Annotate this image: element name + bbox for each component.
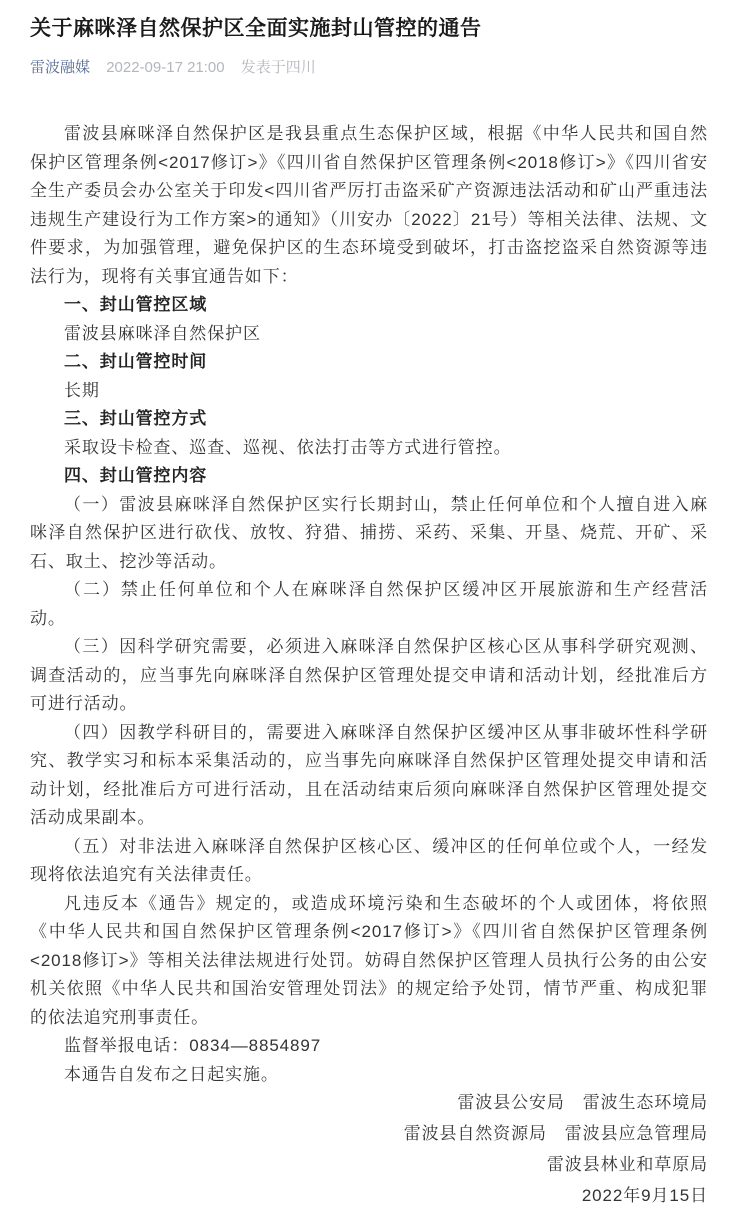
section-heading: 一、封山管控区域 bbox=[64, 295, 208, 315]
byline bbox=[30, 57, 708, 78]
body-paragraph: 监督举报电话：0834—8854897 bbox=[64, 1036, 322, 1056]
body-paragraph: （五）对非法进入麻咪泽自然保护区核心区、缓冲区的任何单位或个人，一经发现将依法追究有关法律责任。 bbox=[30, 836, 708, 885]
signature-block bbox=[30, 1089, 708, 1211]
body-paragraph: （四）因教学科研目的，需要进入麻咪泽自然保护区缓冲区从事非破坏性科学研究、教学实习和标本采集活动的，应当事先向麻咪泽自然保护区管理处提交申请和活动计划，经批准后方可进行活动，且在活动结束后须向麻咪泽自然保护区管理处提交活动成果副本。 bbox=[30, 722, 708, 828]
publish-date: 2022-09-17 21:00 bbox=[106, 59, 225, 77]
signature-line: 雷波县自然资源局 雷波县应急管理局 bbox=[403, 1124, 708, 1144]
body-paragraph: （一）雷波县麻咪泽自然保护区实行长期封山，禁止任何单位和个人擅自进入麻咪泽自然保护区进行砍伐、放牧、狩猎、捕捞、采药、采集、开垦、烧荒、开矿、采石、取土、挖沙等活动。 bbox=[30, 494, 708, 571]
section-heading: 四、封山管控内容 bbox=[64, 466, 208, 486]
body-paragraph: 雷波县麻咪泽自然保护区 bbox=[64, 323, 261, 343]
body-paragraph: 采取设卡检查、巡查、巡视、依法打击等方式进行管控。 bbox=[64, 437, 512, 457]
signature-line: 2022年9月15日 bbox=[581, 1186, 708, 1206]
signature-line: 雷波县公安局 雷波生态环境局 bbox=[457, 1093, 708, 1113]
body-paragraph: 雷波县麻咪泽自然保护区是我县重点生态保护区域，根据《中华人民共和国自然保护区管理条例<2017修订>》《四川省自然保护区管理条例<2018修订>》《四川省安全生产委员会办公室关于印发<四川省严厉打击盗采矿产资源违法活动和矿山严重违法违规生产建设行为工作方案>的通知》（川安办〔2022〕21号）等相关法律、法规、文件要求，为加强管理，避免保护区的生态环境受到破坏，打击盗挖盗采自然资源等违法行为，现将有关事宜通告如下： bbox=[30, 124, 708, 286]
article-title: 关于麻咪泽自然保护区全面实施封山管控的通告 bbox=[30, 17, 482, 40]
account-name-link[interactable]: 雷波融媒 bbox=[30, 59, 91, 77]
article-body bbox=[30, 120, 708, 1089]
body-paragraph: （二）禁止任何单位和个人在麻咪泽自然保护区缓冲区开展旅游和生产经营活动。 bbox=[30, 580, 708, 628]
publish-location: 发表于四川 bbox=[240, 59, 316, 77]
signature-line: 雷波县林业和草原局 bbox=[546, 1155, 708, 1175]
section-heading: 三、封山管控方式 bbox=[64, 409, 208, 429]
body-paragraph: 本通告自发布之日起实施。 bbox=[64, 1064, 279, 1084]
section-heading: 二、封山管控时间 bbox=[64, 352, 208, 372]
body-paragraph: 凡违反本《通告》规定的，或造成环境污染和生态破坏的个人或团体，将依照《中华人民共和国自然保护区管理条例<2017修订>》《四川省自然保护区管理条例<2018修订>》等相关法律法规进行处罚。妨碍自然保护区管理人员执行公务的由公安机关依照《中华人民共和国治安管理处罚法》的规定给予处罚，情节严重、构成犯罪的依法追究刑事责任。 bbox=[30, 893, 708, 1027]
body-paragraph: 长期 bbox=[64, 380, 100, 400]
body-paragraph: （三）因科学研究需要，必须进入麻咪泽自然保护区核心区从事科学研究观测、调查活动的，应当事先向麻咪泽自然保护区管理处提交申请和活动计划，经批准后方可进行活动。 bbox=[30, 637, 708, 714]
